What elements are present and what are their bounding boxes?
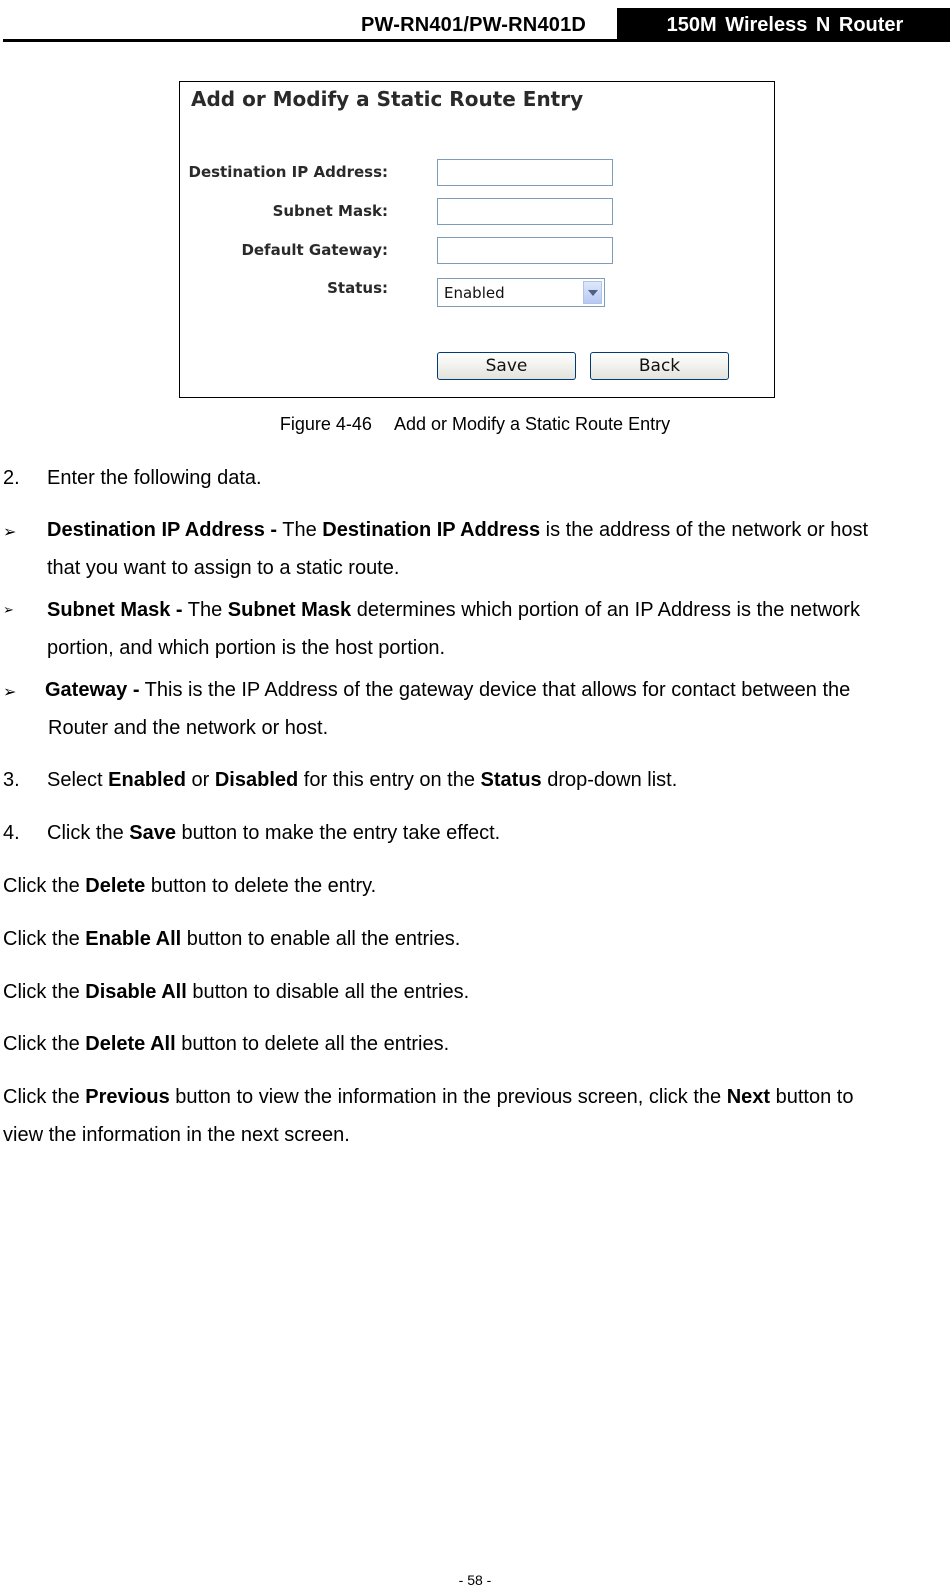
destination-ip-label: Destination IP Address: bbox=[188, 163, 388, 181]
enable-all-paragraph bbox=[3, 920, 460, 958]
text: drop-down list. bbox=[541, 769, 678, 791]
text: determines which portion of an IP Address is the network bbox=[351, 599, 860, 621]
page-header bbox=[3, 8, 950, 42]
term: Subnet Mask bbox=[227, 599, 352, 621]
text: button to delete all the entries. bbox=[175, 1033, 450, 1055]
text: view the information in the next screen. bbox=[3, 1124, 350, 1146]
form-title: Add or Modify a Static Route Entry bbox=[191, 87, 584, 111]
bullet-destination-ip bbox=[47, 511, 868, 587]
text: Select bbox=[47, 769, 109, 791]
term: Destination IP Address - bbox=[47, 519, 278, 541]
bullet-icon: ➢ bbox=[3, 684, 17, 701]
subnet-mask-input[interactable] bbox=[437, 198, 613, 225]
text: button to enable all the entries. bbox=[181, 928, 461, 950]
term: Enabled bbox=[108, 769, 186, 791]
text: The bbox=[277, 519, 323, 541]
text: This is the IP Address of the gateway device that allows for contact between the bbox=[139, 679, 851, 701]
text: button to disable all the entries. bbox=[186, 981, 470, 1003]
text: that you want to assign to a static route. bbox=[47, 557, 400, 579]
delete-paragraph bbox=[3, 867, 376, 905]
text: Click the bbox=[3, 928, 86, 950]
back-button[interactable]: Back bbox=[590, 352, 729, 380]
previous-next-paragraph bbox=[3, 1078, 853, 1154]
default-gateway-input[interactable] bbox=[437, 237, 613, 264]
bullet-icon: ➢ bbox=[3, 602, 14, 617]
delete-all-paragraph bbox=[3, 1025, 449, 1063]
page-number: - 58 - bbox=[458, 1572, 492, 1588]
term: Subnet Mask - bbox=[47, 599, 183, 621]
term: Enable All bbox=[85, 928, 182, 950]
text: Click the bbox=[3, 1086, 86, 1108]
text: or bbox=[185, 769, 215, 791]
step-text: Enter the following data. bbox=[47, 467, 262, 489]
term: Delete All bbox=[85, 1033, 176, 1055]
subnet-mask-label: Subnet Mask: bbox=[272, 202, 388, 220]
text: Router and the network or host. bbox=[48, 717, 329, 739]
term: Next bbox=[726, 1086, 771, 1108]
text: for this entry on the bbox=[298, 769, 481, 791]
status-label: Status: bbox=[327, 279, 388, 297]
header-rule bbox=[3, 39, 950, 42]
save-button[interactable]: Save bbox=[437, 352, 576, 380]
text: portion, and which portion is the host portion. bbox=[47, 637, 446, 659]
term: Gateway - bbox=[45, 679, 140, 701]
text: The bbox=[182, 599, 228, 621]
term: Delete bbox=[85, 875, 146, 897]
chevron-down-icon[interactable] bbox=[583, 281, 602, 304]
term: Previous bbox=[85, 1086, 170, 1108]
term: Save bbox=[129, 822, 176, 844]
term: Disabled bbox=[214, 769, 299, 791]
figure-caption bbox=[0, 414, 950, 435]
term: Status bbox=[480, 769, 542, 791]
status-select[interactable] bbox=[437, 278, 605, 307]
step-4-text bbox=[47, 814, 500, 852]
static-route-form-screenshot bbox=[179, 81, 775, 398]
text: is the address of the network or host bbox=[540, 519, 869, 541]
text: button to make the entry take effect. bbox=[175, 822, 501, 844]
text: Click the bbox=[3, 1033, 86, 1055]
text: button to bbox=[770, 1086, 854, 1108]
figure-number: Figure 4-46 bbox=[279, 414, 372, 434]
text: Click the bbox=[3, 875, 86, 897]
step-3-text bbox=[47, 761, 677, 799]
disable-all-paragraph bbox=[3, 973, 469, 1011]
figure-caption-text: Add or Modify a Static Route Entry bbox=[393, 414, 671, 434]
text: Click the bbox=[47, 822, 130, 844]
text: Click the bbox=[3, 981, 86, 1003]
text: button to view the information in the previous screen, click the bbox=[169, 1086, 727, 1108]
step-number: 4. bbox=[3, 822, 20, 844]
status-select-value: Enabled bbox=[444, 284, 505, 302]
header-product: 150M Wireless N Router bbox=[617, 8, 950, 40]
default-gateway-label: Default Gateway: bbox=[241, 241, 388, 259]
bullet-gateway bbox=[45, 671, 850, 747]
term: Disable All bbox=[85, 981, 187, 1003]
bullet-subnet-mask bbox=[47, 591, 860, 667]
term: Destination IP Address bbox=[322, 519, 541, 541]
destination-ip-input[interactable] bbox=[437, 159, 613, 186]
step-number: 2. bbox=[3, 467, 20, 489]
text: button to delete the entry. bbox=[145, 875, 377, 897]
step-number: 3. bbox=[3, 769, 20, 791]
bullet-icon: ➢ bbox=[3, 524, 17, 541]
header-model: PW-RN401/PW-RN401D bbox=[361, 14, 587, 36]
